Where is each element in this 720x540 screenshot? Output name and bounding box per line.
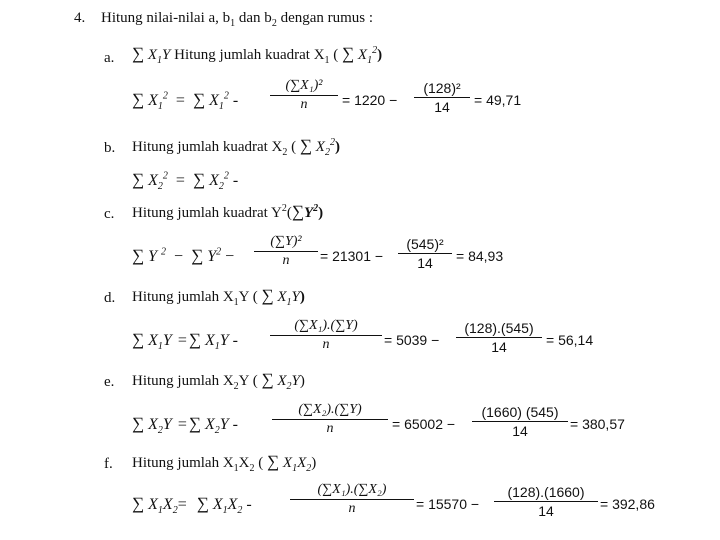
item-e-frac2-den: 14 (512, 423, 528, 439)
item-e-title: Hitung jumlah $X_2Y$ ( ∑ $X_2Y$) (132, 370, 305, 392)
item-c-letter: c. (104, 206, 115, 222)
item-e-frac1-den: n (326, 421, 334, 436)
item-a-title-text: Hitung jumlah kuadrat X (174, 47, 325, 63)
item-d-value1: = 5039 − (384, 332, 440, 348)
item-f-paren-close: ) (311, 455, 317, 471)
item-c-frac1 (254, 234, 318, 269)
item-c-paren: ( (286, 205, 292, 221)
item-d-title-post: Y ( (238, 289, 258, 305)
item-c-paren-close: ) (318, 205, 324, 221)
item-a-letter: a. (104, 50, 115, 66)
sigma-icon: ∑ (132, 494, 145, 513)
sigma-icon: ∑ (261, 286, 274, 305)
item-a-title (132, 44, 382, 66)
sigma-icon: ∑ (299, 136, 313, 155)
item-a-value1: = 1220 − (342, 92, 398, 108)
item-a-title-sym: $X_1Y$ (147, 47, 171, 66)
item-f-value1: = 15570 − (416, 496, 480, 512)
sigma-icon: ∑ (132, 170, 145, 189)
item-b-formula: ∑ $X_2^2$ = ∑ $X_2^2$ - (132, 170, 239, 193)
item-c-value1: = 21301 − (320, 248, 384, 264)
sigma-icon: ∑ (132, 44, 145, 63)
item-d-frac1-num: (∑X₁).(∑Y) (294, 318, 358, 333)
item-a-result: = 49,71 (474, 92, 522, 108)
item-f-title: Hitung jumlah $X_1X_2$ ( ∑ $X_1X_2$) (132, 452, 317, 474)
sigma-icon: ∑ (132, 246, 145, 265)
sigma-icon: ∑ (132, 90, 145, 109)
item-e-paren-close: ) (299, 373, 305, 389)
item-b-title-sub: 2 (282, 147, 288, 158)
sigma-icon: ∑ (191, 246, 204, 265)
question-suffix: dengan rumus : (276, 10, 374, 26)
item-c-result: = 84,93 (456, 248, 504, 264)
item-c-frac2-num: (545)² (406, 236, 444, 252)
item-e-title-text: Hitung jumlah X (132, 373, 234, 389)
item-f-title-text: Hitung jumlah X (132, 455, 234, 471)
item-b-title-text: Hitung jumlah kuadrat X (132, 139, 283, 155)
item-e-formula: ∑ $X_2Y$ = ∑ $X_2Y$ - (132, 414, 238, 437)
item-c-title-text: Hitung jumlah kuadrat Y (132, 205, 282, 221)
item-a-frac2 (414, 80, 470, 115)
sigma-icon: ∑ (188, 414, 201, 433)
item-a-paren-close: ) (377, 47, 383, 63)
item-f-result: = 392,86 (600, 496, 655, 512)
item-b-paren-close: ) (334, 139, 340, 155)
item-c-title: Hitung jumlah kuadrat $Y^2(\sum Y^2)$ (132, 202, 324, 221)
item-a-title-sub: 1 (324, 55, 330, 66)
item-a-paren-sym: $X_1^2$ (357, 45, 378, 66)
item-d-title-sub: 1 (233, 297, 239, 308)
question-prefix: Hitung nilai-nilai a, b (101, 10, 231, 26)
item-d-title: Hitung jumlah $X_1Y$ ( ∑ $X_1Y$) (132, 286, 305, 308)
sigma-icon: ∑ (188, 330, 201, 349)
question-heading (74, 10, 373, 29)
item-f-frac2-num: (128).(1660) (507, 484, 585, 500)
item-d-frac2-num: (128).(545) (464, 320, 534, 336)
sigma-icon: ∑ (192, 170, 206, 189)
sigma-icon: ∑ (261, 370, 274, 389)
item-e-frac2 (472, 404, 568, 439)
item-c-frac1-num: (∑Y)² (270, 234, 302, 249)
item-d-paren-close: ) (299, 289, 305, 305)
item-f-frac1 (290, 482, 414, 517)
item-e-value1: = 65002 − (392, 416, 456, 432)
sigma-icon: ∑ (132, 330, 145, 349)
sigma-icon: ∑ (192, 90, 206, 109)
item-d-title-text: Hitung jumlah X (132, 289, 234, 305)
sigma-icon: ∑ (342, 44, 355, 63)
item-e-title-post: Y ( (238, 373, 258, 389)
item-e-title-sub: 2 (233, 381, 239, 392)
item-e-frac2-num: (1660) (545) (481, 404, 559, 420)
item-a-frac1-num: (∑X₁)² (285, 78, 323, 93)
item-f-formula: ∑ $X_1X_2=$ ∑ $X_1X_2$ - (132, 494, 252, 517)
item-a-formula: ∑ $X_1^2$ = ∑ $X_1^2$ - (132, 90, 239, 113)
item-f-frac2-den: 14 (538, 503, 554, 519)
item-a-frac1-den: n (300, 97, 308, 112)
item-d-frac1-den: n (322, 337, 330, 352)
item-e-result: = 380,57 (570, 416, 625, 432)
item-b-letter: b. (104, 140, 116, 156)
sigma-icon: ∑ (132, 414, 145, 433)
item-e-frac1-num: (∑X₂).(∑Y) (298, 402, 362, 417)
question-sub1: 1 (230, 18, 236, 29)
item-a-lhs: $X_1^2$ (148, 90, 168, 113)
question-mid: dan b (235, 10, 272, 26)
item-d-frac2-den: 14 (491, 339, 507, 355)
item-c-frac1-den: n (282, 253, 290, 268)
item-f-frac1-den: n (348, 501, 356, 516)
item-f-title-sub: 1 (233, 463, 239, 474)
item-f-frac1-num: (∑X₁).(∑X₂) (317, 482, 387, 497)
item-f-letter: f. (104, 456, 113, 472)
item-b-title: Hitung jumlah kuadrat $X_2$ ( ∑ $X_2^2$) (132, 136, 340, 158)
item-a-paren: ( (333, 47, 339, 63)
item-d-formula: ∑ $X_1Y$ = ∑ $X_1Y$ - (132, 330, 238, 353)
item-d-frac2 (456, 320, 542, 355)
item-d-frac1 (270, 318, 382, 353)
item-f-title-mid: X (238, 455, 250, 471)
item-f-frac2 (494, 484, 598, 519)
sigma-icon: ∑ (291, 202, 304, 221)
sigma-icon: ∑ (196, 494, 209, 513)
item-d-letter: d. (104, 290, 116, 306)
item-a-frac2-num: (128)² (423, 80, 461, 96)
item-e-frac1 (272, 402, 388, 437)
item-e-letter: e. (104, 374, 115, 390)
item-c-frac2 (398, 236, 452, 271)
item-b-paren: ( (291, 139, 297, 155)
item-d-result: = 56,14 (546, 332, 594, 348)
item-a-rhs: $X_1^2$ (209, 90, 229, 113)
sigma-icon: ∑ (267, 452, 280, 471)
question-sub2: 2 (271, 18, 277, 29)
item-c-title-sup: 2 (281, 203, 287, 214)
item-c-formula: ∑ Y $^2$ − ∑ $Y^2$ − (132, 246, 235, 265)
item-a-frac2-den: 14 (434, 99, 450, 115)
item-a-frac1 (270, 78, 338, 113)
item-f-paren: ( (254, 455, 264, 471)
item-f-title-sub2: 2 (249, 463, 255, 474)
question-number: 4. (74, 10, 86, 26)
item-c-frac2-den: 14 (417, 255, 433, 271)
